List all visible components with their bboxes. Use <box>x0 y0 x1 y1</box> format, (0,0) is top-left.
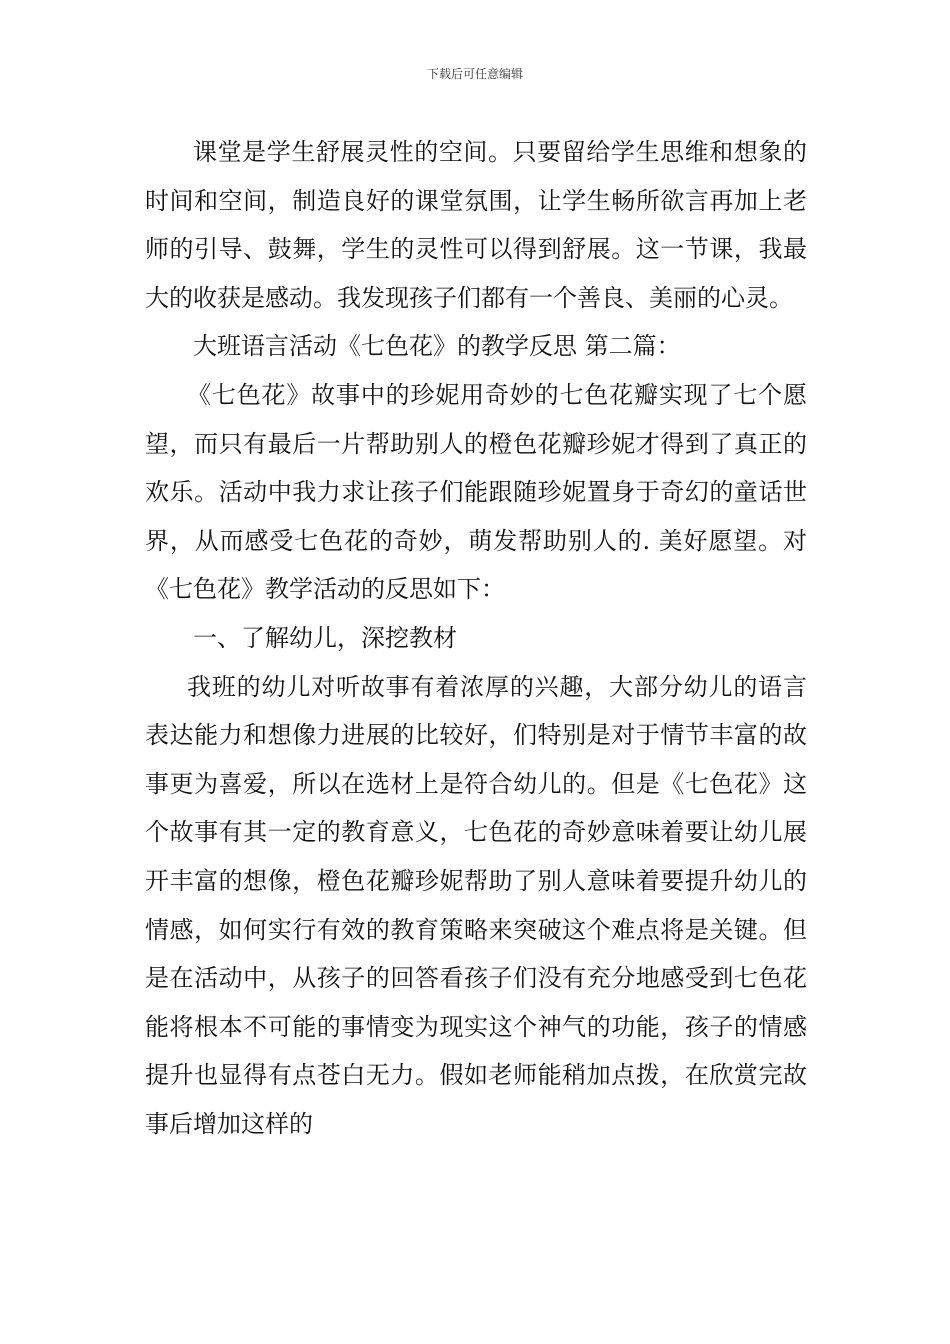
paragraph-2-section-title: 大班语言活动《七色花》的教学反思 第二篇： <box>193 332 681 361</box>
header-note: 下载后可任意编辑 <box>426 67 523 81</box>
paragraph-3: 《七色花》故事中的珍妮用奇妙的七色花瓣实现了七个愿望，而只有最后一片帮助别人的橙色花瓣珍妮才得到了真正的欢乐。活动中我力求让孩子们能跟随珍妮置身于奇幻的童话世界，从而感受七色花的奇妙，萌发帮助别人的. 美好愿望。对《七色花》教学活动的反思如下： <box>145 380 807 604</box>
paragraph-5: 我班的幼儿对听故事有着浓厚的兴趣，大部分幼儿的语言表达能力和想像力进展的比较好，们特别是对于情节丰富的故事更为喜爱，所以在选材上是符合幼儿的。但是《七色花》这个故事有其一定的教育意义，七色花的奇妙意味着要让幼儿展开丰富的想像，橙色花瓣珍妮帮助了别人意味着要提升幼儿的情感，如何实行有效的教育策略来突破这个难点将是关键。但是在活动中，从孩子的回答看孩子们没有充分地感受到七色花能将根本不可能的事情变为现实这个神气的功能，孩子的情感提升也显得有点苍白无力。假如老师能稍加点拨，在欣赏完故事后增加这样的 <box>145 672 807 1138</box>
document-body <box>145 128 807 1148</box>
paragraph-4-heading: 一、了解幼儿，深挖教材 <box>193 623 457 652</box>
paragraph-1: 课堂是学生舒展灵性的空间。只要留给学生思维和想象的时间和空间，制造良好的课堂氛围，让学生畅所欲言再加上老师的引导、鼓舞，学生的灵性可以得到舒展。这一节课，我最大的收获是感动。我发现孩子们都有一个善良、美丽的心灵。 <box>145 138 807 312</box>
